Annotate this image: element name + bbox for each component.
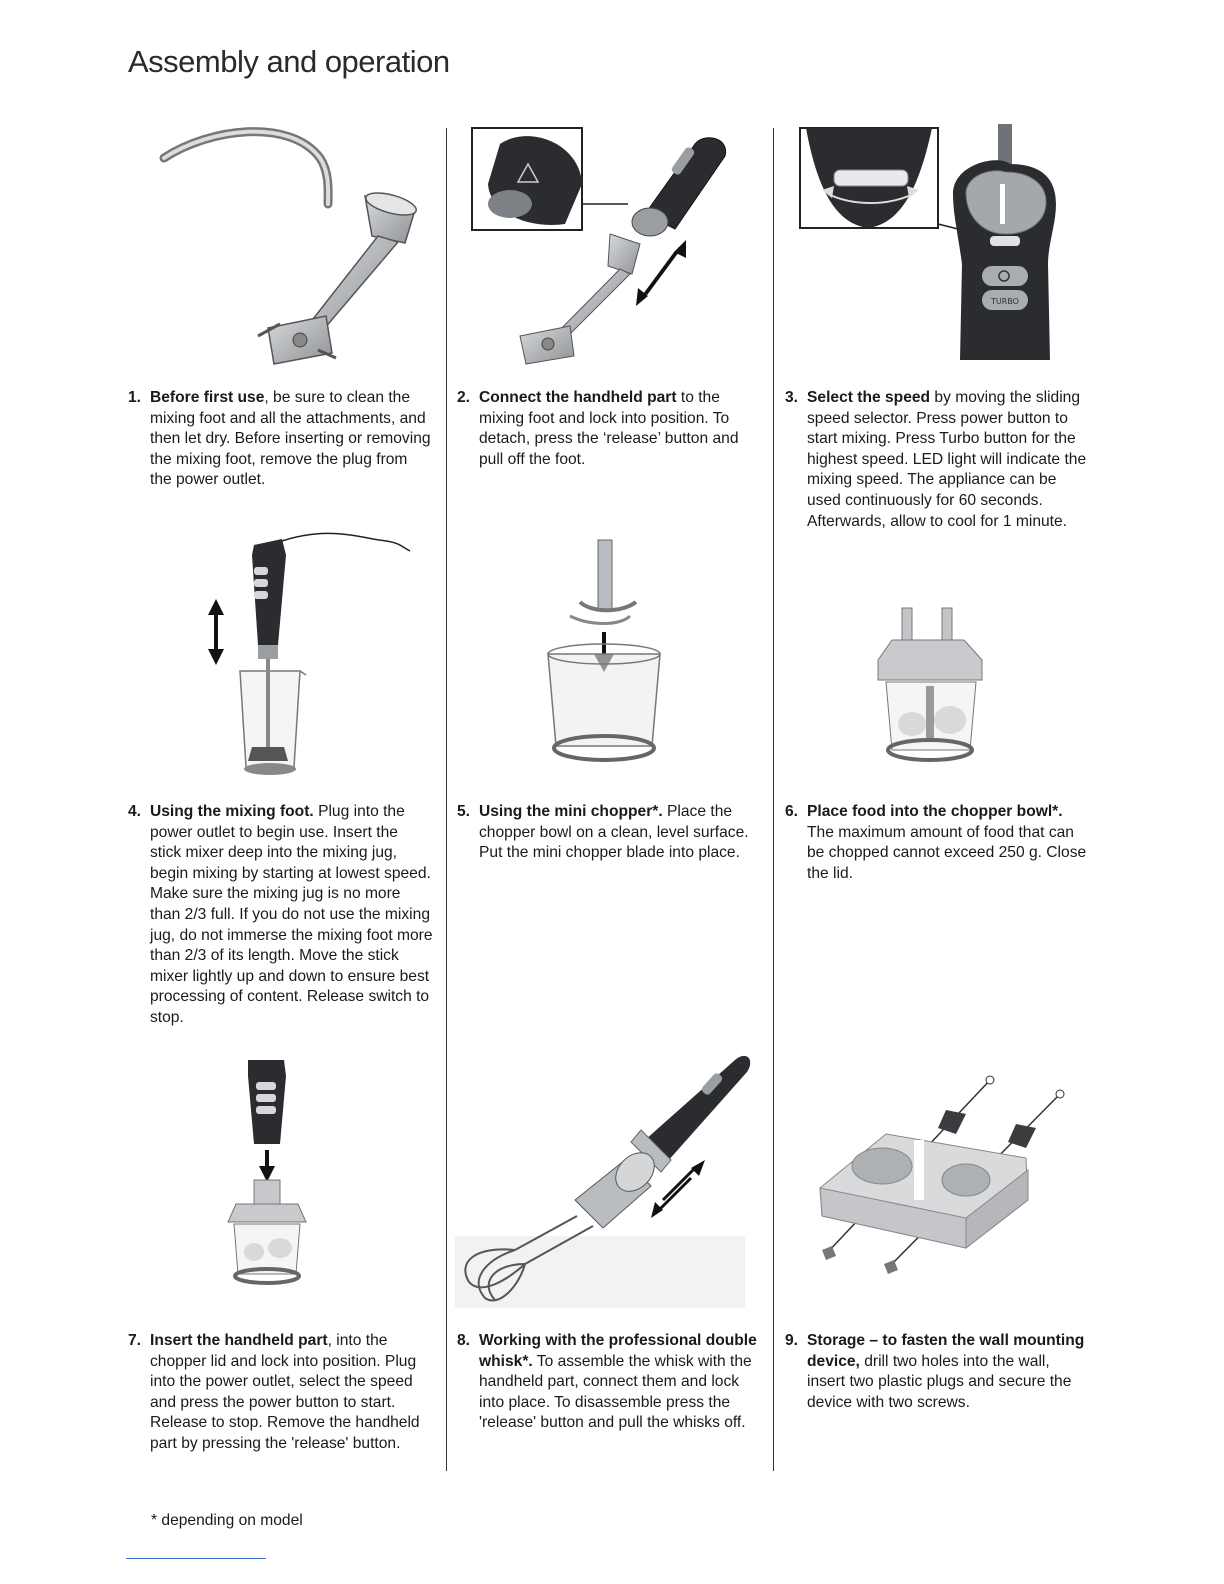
step-8-text: 8. Working with the professional double whisk*. To assemble the whisk with the handheld part, connect them and lock into place. To disassemble press the 'release' button and pull the whisks off. xyxy=(457,1332,757,1432)
column-divider-left xyxy=(446,128,447,1471)
step-5-text: 5. Using the mini chopper*. Place the chopper bowl on a clean, level surface. Put the mini chopper blade into place. xyxy=(457,803,749,862)
mini-chopper-illustration xyxy=(540,536,670,786)
step-4-text: 4. Using the mixing foot. Plug into the power outlet to begin use. Insert the stick mixer deep into the mixing jug, begin mixing by starting at lowest speed. Make sure the mixing jug is no more than 2/3 full. If you do not use the mixing jug, do not immerse the mixing foot more than 2/3 of its length. Move the stick mixer lightly up and down to ensure best processing of content. Release switch to stop. xyxy=(128,803,433,1026)
step-7-text: 7. Insert the handheld part, into the chopper lid and lock into position. Plug into the power outlet, select the speed and press the power button to start. Release to stop. Remove the handheld part by pressing the 'release' button. xyxy=(128,1332,420,1452)
double-whisk-illustration xyxy=(455,1050,755,1312)
step-6-text: 6. Place food into the chopper bowl*. The maximum amount of food that can be chopped cannot exceed 250 g. Close the lid. xyxy=(785,803,1087,882)
handheld-connect-illustration xyxy=(470,124,740,374)
wall-mount-illustration xyxy=(806,1070,1076,1280)
step-9-text: 9. Storage – to fasten the wall mounting device, drill two holes into the wall, insert two plastic plugs and secure the device with two screws. xyxy=(785,1332,1085,1411)
turbo-button-label: TURBO xyxy=(991,297,1019,306)
footnote: * depending on model xyxy=(151,1512,303,1529)
footer-rule xyxy=(126,1558,266,1559)
column-divider-right xyxy=(773,128,774,1471)
page-title: Assembly and operation xyxy=(128,44,450,79)
chopper-bowl-food-illustration xyxy=(872,600,1002,770)
mixing-foot-illustration xyxy=(150,118,430,368)
step-2-text: 2. Connect the handheld part to the mixing foot and lock into position. To detach, press the ‘release’ button and pull off the foot. xyxy=(457,389,739,468)
step-1-text: 1. Before first use, be sure to clean the mixing foot and all the attachments, and then let dry. Before inserting or removing the mixing foot, remove the plug from the power outlet. xyxy=(128,389,431,489)
speed-selector-illustration xyxy=(798,124,1068,364)
step-3-text: 3. Select the speed by moving the sliding speed selector. Press power button to start mixing. Press Turbo button for the highest speed. LED light will indicate the mixing speed. The appliance can be used continuously for 60 seconds. Afterwards, allow to cool for 1 minute. xyxy=(785,389,1087,530)
handheld-into-chopper-illustration xyxy=(226,1052,316,1287)
mixing-jug-illustration xyxy=(196,525,416,780)
